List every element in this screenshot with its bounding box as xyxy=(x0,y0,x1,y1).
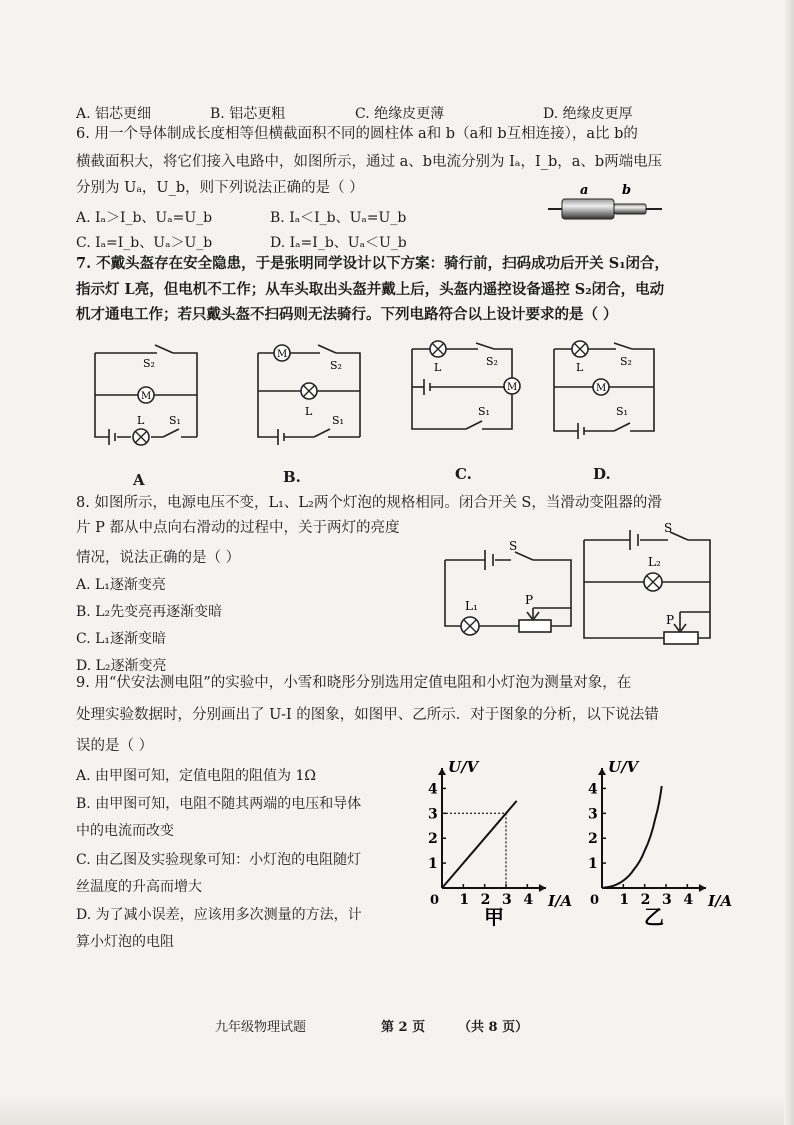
page-edge xyxy=(784,0,794,1125)
y-axis-label: U/V xyxy=(608,758,639,776)
circuit-c-label: C. xyxy=(455,465,472,483)
label-b: b xyxy=(622,183,632,198)
y-tick-label: 2 xyxy=(588,831,598,848)
q9-text-line2: 处理实验数据时，分别画出了 U-I 的图象，如图甲、乙所示．对于图象的分析，以下说法错 xyxy=(76,707,659,723)
x-tick-label: 1 xyxy=(619,892,630,908)
motor-label: M xyxy=(507,382,518,393)
y-tick-label: 3 xyxy=(428,806,438,823)
q6-text-line3: 分别为 Uₐ，U_b，则下列说法正确的是（ ） xyxy=(76,180,364,196)
motor-label: M xyxy=(596,383,607,394)
y-tick-label: 1 xyxy=(428,856,438,873)
x-tick-label: 4 xyxy=(523,892,534,908)
y-axis-arrow xyxy=(598,768,606,775)
x-tick-label: 1 xyxy=(459,892,470,908)
switch-s1-label: S₁ xyxy=(169,414,181,427)
q8-option-b: B. L₂先变亮再逐渐变暗 xyxy=(76,604,223,620)
lamp-label: L xyxy=(305,405,313,418)
footer-subject: 九年级物理试题 xyxy=(215,1020,307,1035)
q8-text-line3: 情况，说法正确的是（ ） xyxy=(76,550,241,566)
q8-option-a: A. L₁逐渐变亮 xyxy=(76,577,166,593)
q5-option-a: A. 铝芯更细 xyxy=(76,106,152,122)
lamp-label: L xyxy=(137,414,145,427)
q6-option-c: C. Iₐ=I_b、Uₐ＞U_b xyxy=(76,235,213,251)
chart-title: 乙 xyxy=(644,905,664,929)
y-tick-label: 4 xyxy=(428,781,438,798)
q9-option-d-line2: 算小灯泡的电阻 xyxy=(76,934,174,950)
switch-s2-label: S₂ xyxy=(620,355,632,368)
series-circuit xyxy=(445,540,575,640)
q9-option-a: A. 由甲图可知，定值电阻的阻值为 1Ω xyxy=(76,768,316,784)
y-axis-label: U/V xyxy=(448,758,479,776)
circuit-a xyxy=(95,345,205,445)
circuit-b xyxy=(258,345,368,445)
switch-s1-label: S₁ xyxy=(478,405,490,418)
footer-page: 第 2 页 xyxy=(381,1020,426,1035)
x-tick-label: 4 xyxy=(683,892,694,908)
q6-option-a: A. Iₐ＞I_b、Uₐ=U_b xyxy=(76,210,213,226)
origin-label: 0 xyxy=(590,893,600,908)
q5-option-d: D. 绝缘皮更厚 xyxy=(543,106,633,122)
circuit-b-label: B. xyxy=(283,468,301,486)
origin-label: 0 xyxy=(430,893,440,908)
u-i-chart-jia xyxy=(420,758,573,930)
y-tick-label: 3 xyxy=(588,806,598,823)
switch-s2-label: S₂ xyxy=(486,355,498,368)
lamp-label: L xyxy=(576,361,584,374)
lamp-label: L xyxy=(434,361,442,374)
switch-s1-label: S₁ xyxy=(616,405,628,418)
x-tick-label: 3 xyxy=(662,892,672,908)
l1-label: L₁ xyxy=(465,599,478,613)
q8-option-c: C. L₁逐渐变暗 xyxy=(76,631,167,647)
q6-option-d: D. Iₐ=I_b、Uₐ＜U_b xyxy=(270,235,407,251)
q9-text-line3: 误的是（ ） xyxy=(76,738,154,754)
q6-option-b: B. Iₐ＜I_b、Uₐ=U_b xyxy=(270,210,407,226)
x-axis-label: I/A xyxy=(708,892,733,910)
y-tick-label: 4 xyxy=(588,781,598,798)
rheostat-icon xyxy=(519,620,551,632)
x-tick-label: 2 xyxy=(640,892,651,908)
switch-s2-label: S₂ xyxy=(143,357,155,370)
q8-text-line1: 8. 如图所示，电源电压不变，L₁、L₂两个灯泡的规格相同。闭合开关 S，当滑动变阻器的滑 xyxy=(76,495,662,511)
switch-s-label: S xyxy=(664,521,673,535)
q6-text-line1: 6. 用一个导体制成长度相等但横截面积不同的圆柱体 a和 b（a和 b互相连接），a比 b的 xyxy=(76,126,638,142)
q9-option-c-line2: 丝温度的升高而增大 xyxy=(76,879,202,895)
circuit-a-label: A xyxy=(133,471,145,489)
u-i-chart-yi xyxy=(580,758,733,930)
q5-option-b: B. 铝芯更粗 xyxy=(210,106,286,122)
circuit-c xyxy=(412,343,522,443)
q8-text-line2: 片 P 都从中点向右滑动的过程中，关于两灯的亮度 xyxy=(76,520,400,536)
label-a: a xyxy=(580,183,589,198)
q9-option-d-line1: D. 为了减小误差，应该用多次测量的方法，计 xyxy=(76,907,362,923)
switch-s2-label: S₂ xyxy=(330,359,342,372)
page-shadow xyxy=(0,1095,794,1125)
q9-text-line1: 9. 用“伏安法测电阻”的实验中，小雪和晓彤分别选用定值电阻和小灯泡为测量对象，在 xyxy=(76,675,632,691)
slider-p-label: P xyxy=(666,613,675,627)
parallel-circuit xyxy=(584,522,714,642)
x-axis-arrow xyxy=(699,884,706,892)
circuit-d-label: D. xyxy=(593,465,611,483)
x-axis-arrow xyxy=(539,884,546,892)
q9-option-c-line1: C. 由乙图及实验现象可知：小灯泡的电阻随灯 xyxy=(76,852,362,868)
q8-option-d: D. L₂逐渐变亮 xyxy=(76,658,167,674)
series-line xyxy=(602,786,662,888)
chart-title: 甲 xyxy=(484,905,504,929)
y-axis-arrow xyxy=(438,768,446,775)
x-tick-label: 2 xyxy=(480,892,491,908)
footer-total: （共 8 页） xyxy=(458,1020,529,1035)
q5-option-c: C. 绝缘皮更薄 xyxy=(355,106,445,122)
y-tick-label: 1 xyxy=(588,856,598,873)
circuit-d xyxy=(554,343,664,443)
switch-s-label: S xyxy=(509,539,518,553)
x-axis-label: I/A xyxy=(548,892,573,910)
slider-p-label: P xyxy=(525,593,534,607)
x-tick-label: 3 xyxy=(502,892,512,908)
q6-text-line2: 横截面积大，将它们接入电路中，如图所示，通过 a、b电流分别为 Iₐ，I_b，a、b两端电压 xyxy=(76,154,663,170)
y-tick-label: 2 xyxy=(428,831,438,848)
motor-label: M xyxy=(277,349,288,360)
q7-text-line1: 7. 不戴头盔存在安全隐患，于是张明同学设计以下方案：骑行前，扫码成功后开关 S₁闭合， xyxy=(76,255,670,272)
switch-s1-label: S₁ xyxy=(332,414,344,427)
q7-text-line3: 机才通电工作；若只戴头盔不扫码则无法骑行。下列电路符合以上设计要求的是（ ） xyxy=(76,306,618,323)
l2-label: L₂ xyxy=(648,555,661,569)
q7-text-line2: 指示灯 L亮，但电机不工作；从车头取出头盔并戴上后，头盔内遥控设备遥控 S₂闭合，电动 xyxy=(76,281,665,298)
rheostat-icon xyxy=(664,632,698,644)
conductor-figure xyxy=(548,184,664,230)
q9-option-b-line1: B. 由甲图可知，电阻不随其两端的电压和导体 xyxy=(76,796,362,812)
q9-option-b-line2: 中的电流而改变 xyxy=(76,823,174,839)
motor-label: M xyxy=(141,391,152,402)
